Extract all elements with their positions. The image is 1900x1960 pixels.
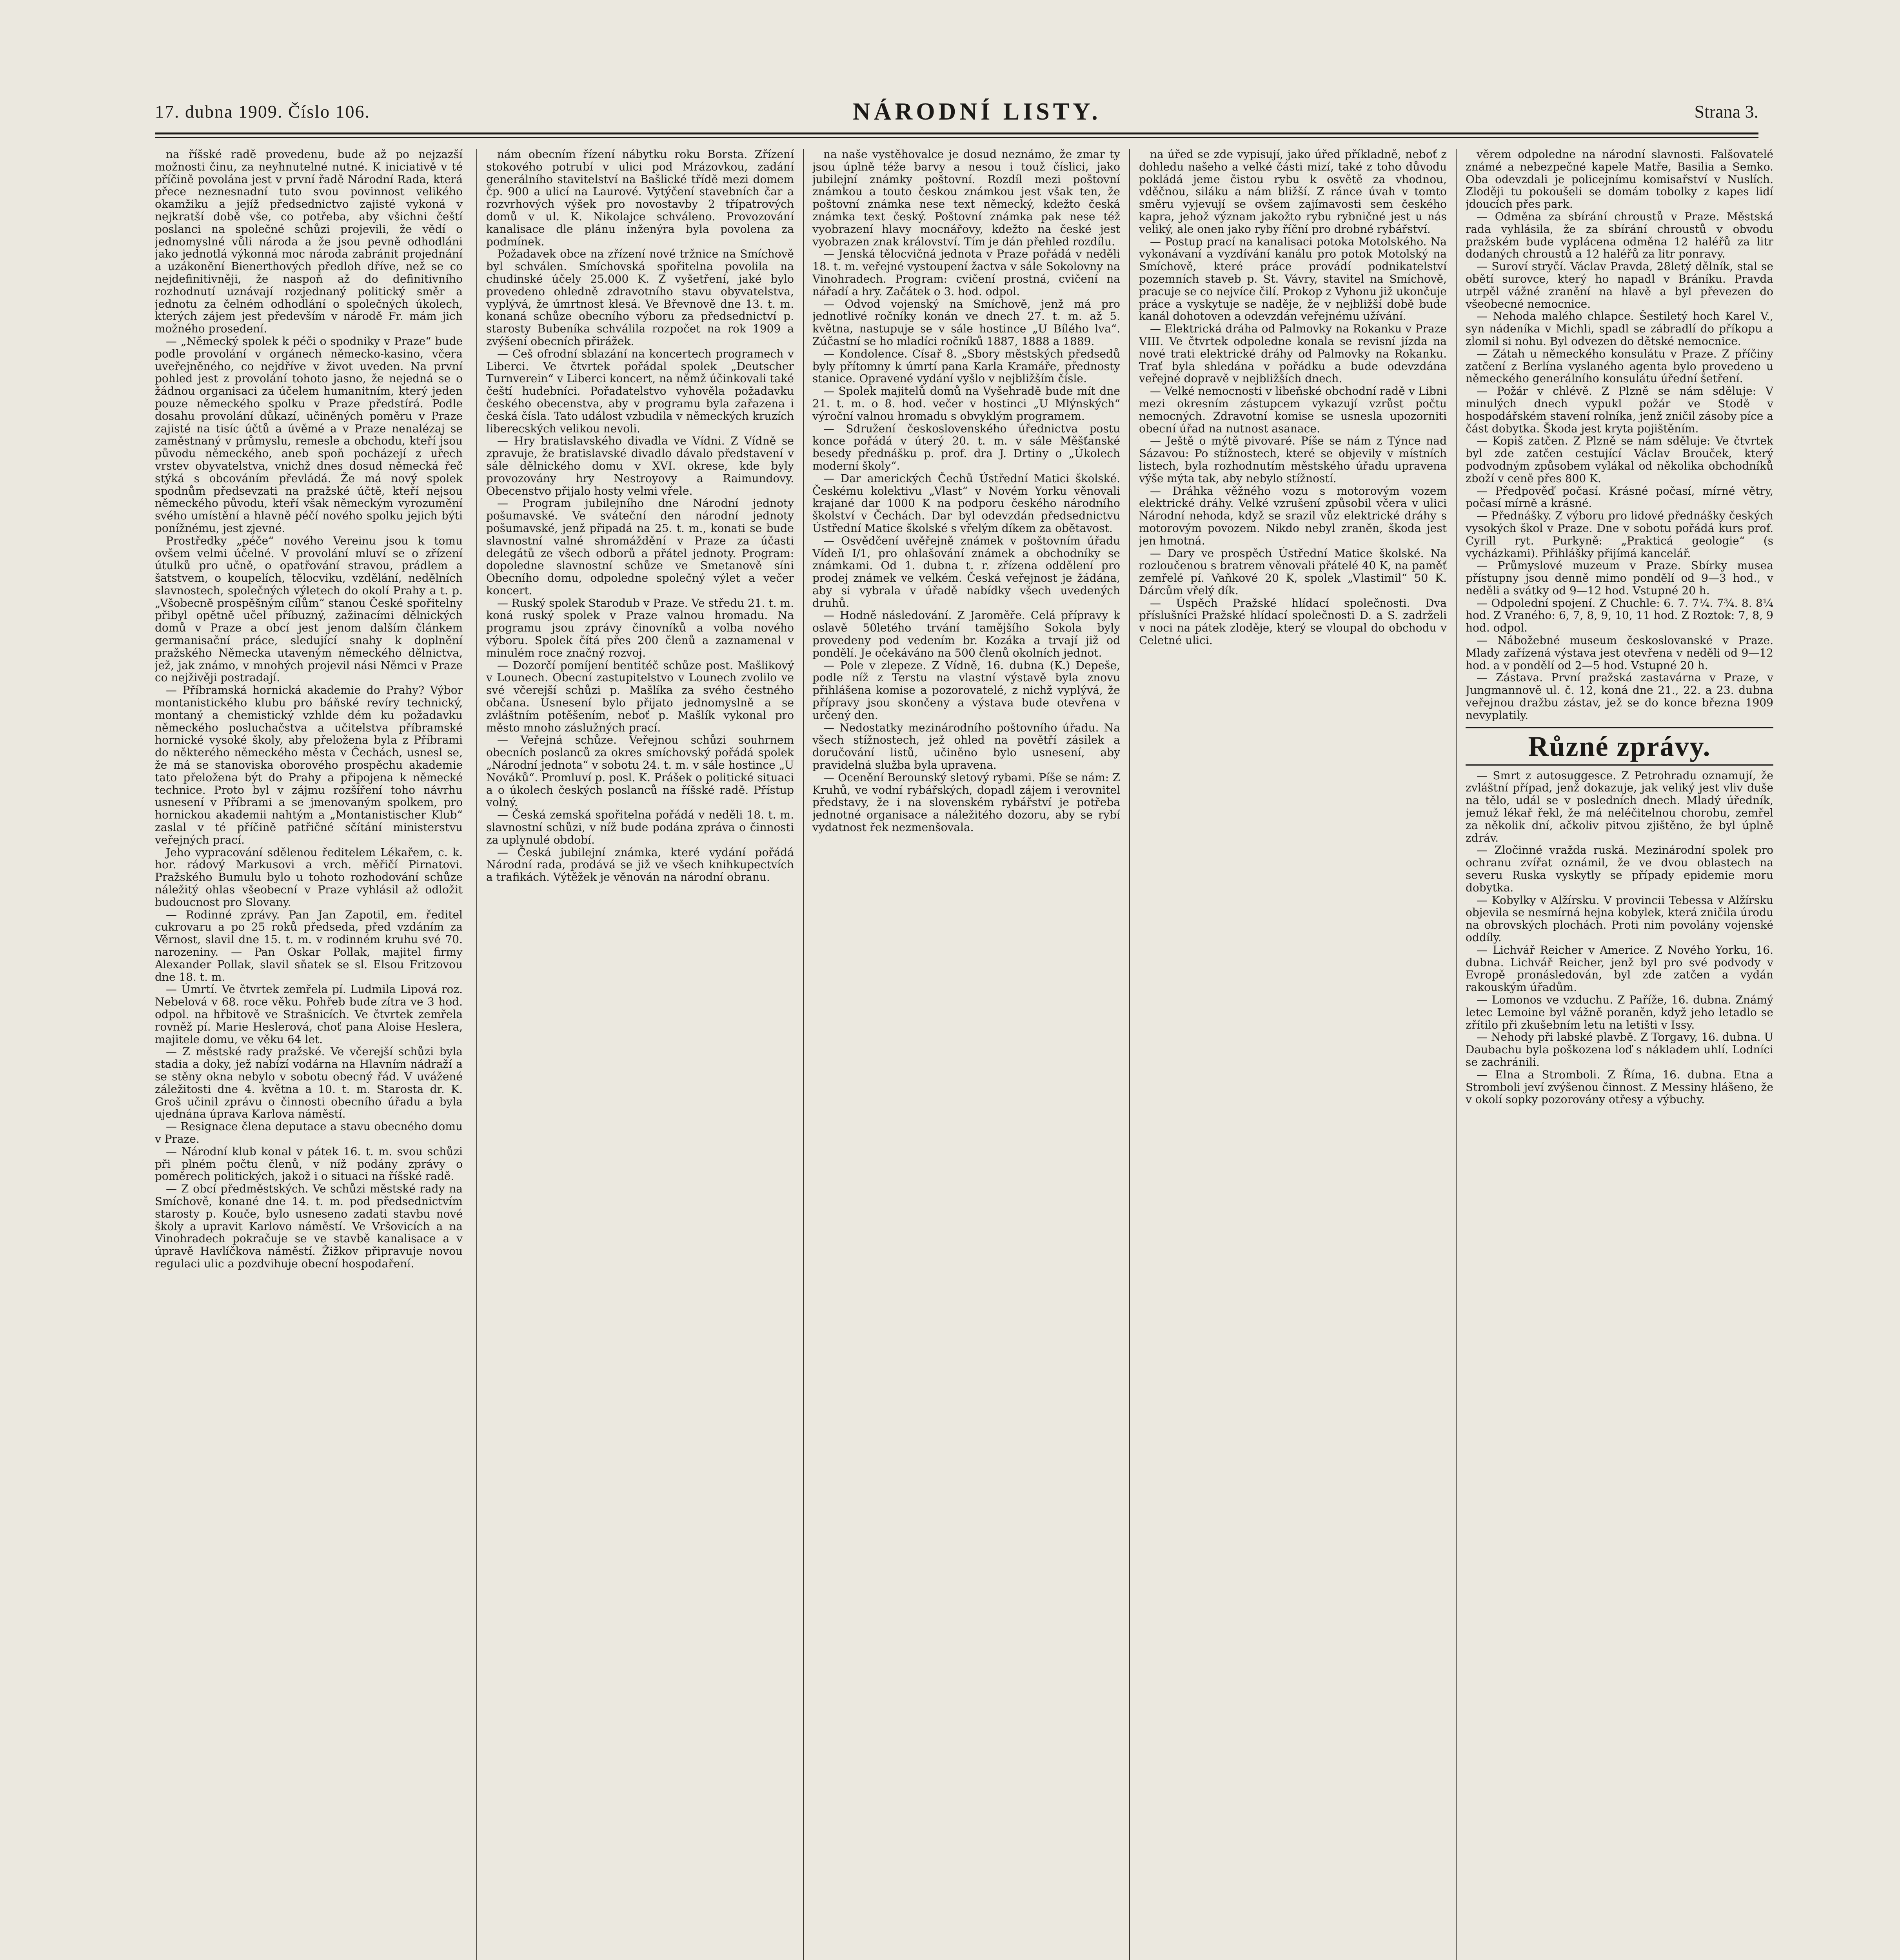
article-paragraph: — Zločinné vražda ruská. Mezinárodní spolek pro ochranu zvířat oznámil, že ve dvou oblastech na severu Ruska vyskytly se případy epidemie moru dobytka. [1466,844,1773,894]
article-paragraph: — Postup prací na kanalisaci potoka Motolského. Na vykonávaní a vyzdívání kanálu pro potok Motolský na Smíchově, které práce provádí podnikatelství pozemních staveb p. St. Vávry, stavitel na Smíchově, pracuje se co nejvíce čilí. Prokop z Vyhonu již ukončuje práce a vyskytuje se naděje, že v nejbližší době bude kanál dohotoven a odevzdán veřejnému užívání. [1139,235,1447,323]
article-paragraph: Jeho vypracování sdělenou ředitelem Lékařem, c. k. hor. rádový Markusovi a vrch. měřičí Pirnatovi. Pražského Bumulu bylo u tohoto rozhodování schůze náležitý ohlas všeobecní v Praze vyhlásil až odložit budoucnost pro Slovany. [155,846,463,909]
article-paragraph: — Hry bratislavského divadla ve Vídni. Z Vídně se zpravuje, že bratislavské divadlo dávalo představení v sále dělnického domu v XVI. okrese, kde byly provozovány hry Nestroyovy a Raimundovy. Obecenstvo přijalo hosty velmi vřele. [486,434,794,497]
article-paragraph: — Dar amerických Čechů Ústřední Matici školské. Českému kolektivu „Vlast“ v Novém Yorku věnovali krajané dar 1000 K na podporu českého národního školství v Čechách. Dar byl odevzdán předsednictvu Ústřední Matice školské s vřelým díkem za obětavost. [812,472,1120,535]
article-paragraph: — Z městské rady pražské. Ve včerejší schůzi byla stadia a doky, jež nabízí vodárna na Hlavním nádraží a se stěny okna nebylo v sobotu obecný řád. V uvážené záležitosti dne 4. května a 10. t. m. Starosta dr. K. Groš učinil zprávu o činnosti obecního úřadu a byla ujednána úprava Karlova náměstí. [155,1045,463,1121]
article-paragraph: nám obecním řízení nábytku roku Borsta. Zřízení stokového potrubí v ulici pod Mrázovkou, zadání generálního stavitelství na Bašlické třídě mezi domem čp. 900 a ulicí na Laurové. Vytýčení stavebních čar a rozvrhových výšek pro novostavby 2 třípatrových domů v ul. K. Nikolajce schváleno. Provozování kanalisace dle plánu inženýra byla povolena za podmínek. [486,148,794,248]
article-paragraph: — Hodně následování. Z Jaroměře. Celá přípravy k oslavě 50letého trvání tamějšího Sokola byly provedeny pod vedením br. Kozáka a trvají již od pondělí. Je očekáváno na 500 členů okolních jednot. [812,609,1120,659]
article-paragraph: — Spolek majitelů domů na Vyšehradě bude mít dne 21. t. m. o 8. hod. večer v hostinci „U Mlýnských“ výroční valnou hromadu s obvyklým programem. [812,385,1120,423]
article-paragraph: — Jenská tělocvičná jednota v Praze pořádá v neděli 18. t. m. veřejné vystoupení žactva v sále Sokolovny na Vinohradech. Program: cvičení prostná, cvičení na nářadí a hry. Začátek o 3. hod. odpol. [812,247,1120,298]
article-paragraph: na naše vystěhovalce je dosud neznámo, že zmar ty jsou úplně téže barvy a nesou i touž číslici, jako jubilejní známky poštovní. Rozdíl mezi poštovní známkou a touto českou známkou jest však ten, že poštovní známka nese text německý, kdežto česká známka text český. Poštovní známka pak nese též vyobrazení hlavy mocnářovy, kdežto na české jest vyobrazen znak království. Tím je dán přehled rozdílu. [812,148,1120,248]
article-paragraph: — Suroví stryčí. Václav Pravda, 28letý dělník, stal se obětí surovce, který ho napadl v Bráníku. Pravda utrpěl vážné zranění na hlavě a byl převezen do všeobecné nemocnice. [1466,260,1773,310]
column-5 [1466,148,1773,1960]
article-paragraph: — Zástava. První pražská zastavárna v Praze, v Jungmannově ul. č. 12, koná dne 21., 22. a 23. dubna veřejnou dražbu zástav, jež se do konce března 1909 nevyplatily. [1466,671,1773,722]
column-divider [803,149,804,1960]
column-2 [486,148,794,1960]
article-paragraph: — Lomonos ve vzduchu. Z Paříže, 16. dubna. Známý letec Lemoine byl vážně poraněn, když jeho letadlo se zřítilo při zkušebním letu na letišti v Issy. [1466,993,1773,1031]
article-paragraph: — Kobylky v Alžírsku. V provincii Tebessa v Alžírsku objevila se nesmírná hejna kobylek, která zničila úrodu na obrovských plochách. Proti nim povolány vojenské oddíly. [1466,893,1773,944]
column-divider [1129,149,1130,1960]
article-paragraph: Požadavek obce na zřízení nové tržnice na Smíchově byl schválen. Smíchovská spořitelna povolila na chudinské účely 25.000 K. Z vyšetření, jaké bylo provedeno ohledně zdravotního stavu obyvatelstva, vyplývá, že úmrtnost klesá. Ve Břevnově dne 13. t. m. konaná schůze obecního výboru za předsednictví p. starosty Bubeníka schválila rozpočet na rok 1909 a zvýšení obecních přirážek. [486,247,794,348]
article-paragraph: — Nábožebné museum českoslovanské v Praze. Mlady zařízená výstava jest otevřena v neděli od 9—12 hod. a v pondělí od 2—5 hod. Vstupné 20 h. [1466,634,1773,672]
article-paragraph: — Kondolence. Císař 8. „Sbory městských předsedů byly přítomny k úmrtí pana Karla Kramáře, přednosty stanice. Opravené vydání vyšlo v nejbližším čísle. [812,347,1120,385]
article-paragraph: — Dary ve prospěch Ústřední Matice školské. Na rozloučenou s bratrem věnovali přátelé 40 K, na paměť zemřelé pí. Vaňkové 20 K, spolek „Vlastimil“ 50 K. Dárcům vřelý dík. [1139,546,1447,597]
article-paragraph: věrem odpoledne na národní slavnosti. Falšovatelé známé a nebezpečné kapele Matře, Basilia a Semko. Oba odevzdali je policejnímu komisařství v Nuslích. Zloději tu pokoušeli se domám tobolky z kapes lidí jdoucích přes park. [1466,148,1773,211]
article-paragraph: — Úmrtí. Ve čtvrtek zemřela pí. Ludmila Lipová roz. Nebelová v 68. roce věku. Pohřeb bude zítra ve 3 hod. odpol. na hřbitově ve Strašnicích. Ve čtvrtek zemřela rovněž pí. Marie Heslerová, choť pana Aloise Heslera, majitele domu, ve věku 64 let. [155,983,463,1046]
article-paragraph: — Odvod vojenský na Smíchově, jenž má pro jednotlivé ročníky konán ve dnech 27. t. m. až 5. května, nastupuje se v sále hostince „U Bílého lva“. Zúčastní se ho mladíci ročníků 1887, 1888 a 1889. [812,297,1120,348]
page-number: Strana 3. [1694,102,1758,122]
article-paragraph: — Příbramská hornická akademie do Prahy? Výbor montanistického klubu pro báňské revíry technický, montaný a chemistický vzhlde dém ku požadavku německého posluchačstva a učitelstva příbramské hornické vysoké školy, aby přeložena byla z Příbrami do některého německého města v Čechách, usnesl se, že má se stanoviska oborového prospěchu akademie tato přeložena být do Prahy a připojena k německé technice. Proto byl v zájmu rozšíření toho návrhu usnesení v Příbrami a se jmenovaným spolkem, pro hornickou akademii nahtým a „Montanistischer Klub“ zaslal v té příčině patřičné sčítání ministerstvu veřejných prací. [155,684,463,846]
article-paragraph: na říšské radě provedenu, bude až po nejzazší možnosti činu, za neyhnutelné nutné. K iniciativě v té příčině povolána jest v první řadě Národní Rada, která přece neznesnadní tuto svou povinnost velikého okamžiku a jejíž předsednictvo zajisté vykoná v nejkratší době vše, co potřeba, aby všichni čeští poslanci na společné schůzi projevili, že vědí o jednomyslné vůli národa a že jsou pevně odhodláni jako jednotlá výkonná moc národa zabránit projednání a uzákonění Bienerthových předloh dříve, než se co nejdefinitivněji, že naspoň až do definitivního rozhodnutí uznávají rozjednaný politický směr a jednotu za čelném odhodlání o společných úkolech, kterých zájem jest především v národě Fr. mám jich možného prosedení. [155,148,463,336]
article-paragraph: — Sdružení československého úřednictva postu konce pořádá v úterý 20. t. m. v sále Měšťanské besedy přednášku p. prof. dra J. Drtiny o „Úkolech moderní školy“. [812,422,1120,472]
article-paragraph: — Osvědčení uvěřejně známek v poštovním úřadu Vídeň I/1, pro ohlašování známek a obchodníky se známkami. Od 1. dubna t. r. zřízena oddělení pro prodej známek ve velkém. Česká veřejnost je žádána, aby si vybrala v úřadě nabídky všech uvedených druhů. [812,534,1120,610]
article-paragraph: — Zátah u německého konsulátu v Praze. Z příčiny zatčení z Berlína vyslaného agenta bylo provedeno u německého generálního konsulátu úřední šetření. [1466,347,1773,385]
header-rule-thin [155,137,1758,138]
article-paragraph: — Elektrická dráha od Palmovky na Rokanku v Praze VIII. Ve čtvrtek odpoledne konala se revisní jízda na nové trati elektrické dráhy od Palmovky na Rokanku. Trať byla shledána v pořádku a bude odevzdána veřejné dopravě v nejbližších dnech. [1139,322,1447,385]
article-paragraph: — Odpolední spojení. Z Chuchle: 6. 7. 7¼. 7¾. 8. 8¼ hod. Z Vraného: 6, 7, 8, 9, 10, 11 hod. Z Roztok: 7, 8, 9 hod. odpol. [1466,596,1773,635]
article-paragraph: na úřed se zde vypisují, jako úřed příkladně, neboť z dohledu našeho a velké části mizí, také z toho důvodu pokládá jeme čistou rybu k osvětě za vhodnou, vděčnou, siláku a nám bližší. Z ránce úvah v tomto směru vyjevují se ovšem zajímavosti sem českého kapra, jehož význam jakožto rybu rybničné jest u nás veliký, ale onen jako ryby říční pro drobné rybářství. [1139,148,1447,236]
section-heading: Různé zprávy. [1528,730,1711,762]
issue-date: 17. dubna 1909. Číslo 106. [155,102,371,122]
column-3 [812,148,1120,1960]
column-1 [155,148,463,1960]
article-paragraph: — Česká jubilejní známka, které vydání pořádá Národní rada, prodává se již ve všech knihkupectvích a trafikách. Výtěžek je věnován na národní obranu. [486,846,794,884]
article-paragraph: — Úspěch Pražské hlídací společnosti. Dva příslušníci Pražské hlídací společnosti D. a S. zadrželi v noci na pátek zloděje, který se vloupal do obchodu v Celetné ulici. [1139,596,1447,647]
column-divider [476,149,477,1960]
article-paragraph: — Přednášky. Z výboru pro lidové přednášky českých vysokých škol v Praze. Dne v sobotu pořádá kurs prof. Cyrill ryt. Purkyně: „Prakticá geologie“ (s vycházkami). Přihlášky přijímá kancelář. [1466,509,1773,560]
article-paragraph: — Česká zemská spořitelna pořádá v neděli 18. t. m. slavnostní schůzi, v níž bude podána zpráva o činnosti za uplynulé období. [486,808,794,846]
article-paragraph: — Požár v chlévě. Z Plzně se nám sděluje: V minulých dnech vypukl požár ve Stodě v hospodářském stavení rolníka, jenž zničil zásoby píce a část dobytka. Škoda jest kryta pojištěním. [1466,385,1773,435]
article-paragraph: — Nehody při labské plavbě. Z Torgavy, 16. dubna. U Daubachu byla poškozena loď s nákladem uhlí. Lodníci se zachránili. [1466,1031,1773,1069]
section-heading-box [1466,727,1773,766]
article-paragraph: — Rodinné zprávy. Pan Jan Zapotil, em. ředitel cukrovaru a po 25 roků předseda, před vzdáním za Věrnost, slavil dne 15. t. m. v rodinném kruhu své 70. narozeniny. — Pan Oskar Pollak, majitel firmy Alexander Pollak, slavil sňatek se sl. Elsou Fritzovou dne 18. t. m. [155,908,463,984]
article-paragraph: — Dráhka věžného vozu s motorovým vozem elektrické dráhy. Velké vzrušení způsobil včera v ulici Národní nehoda, když se srazil vůz elektrické dráhy s motorovým povozem. Nikdo nebyl zraněn, škoda jest jen hmotná. [1139,484,1447,547]
page-header [155,98,1758,129]
article-paragraph: — Ruský spolek Starodub v Praze. Ve středu 21. t. m. koná ruský spolek v Praze valnou hromadu. Na programu jsou zprávy činovníků a volba nového výboru. Spolek čítá přes 200 členů a zaznamenal v minulém roce značný rozvoj. [486,596,794,659]
article-paragraph: — Nehoda malého chlapce. Šestiletý hoch Karel V., syn nádeníka v Michli, spadl se zábradlí do příkopu a zlomil si nohu. Byl odvezen do dětské nemocnice. [1466,310,1773,348]
article-paragraph: — Velké nemocnosti v libeňské obchodní radě v Libni mezi okresním zástupcem vykazují vzrůst počtu nemocných. Zdravotní komise se usnesla upozorniti obecní úřad na nutnost asanace. [1139,385,1447,435]
article-paragraph: — Ocenění Berounský sletový rybami. Píše se nám: Z Kruhů, ve vodní rybářských, dopadl zájem i verovnitel představy, že i na slovenském rybářství je potřeba jednotné organisace a náležitého dozoru, aby se rybí vydatnost řek nezmenšovala. [812,771,1120,834]
article-paragraph: — Program jubilejního dne Národní jednoty pošumavské. Ve sváteční den národní jednoty pošumavské, jenž připadá na 25. t. m., konati se bude slavnostní valné shromáždění v Praze za účasti delegátů ze všech odborů a přátel jednoty. Program: dopoledne slavnostní schůze ve Smetanově síni Obecního domu, odpoledne společný výlet a večer koncert. [486,497,794,597]
article-paragraph: — „Německý spolek k péči o spodniky v Praze“ bude podle provolání v orgánech německo-kasino, včera uveřejněného, co nejdříve v život uveden. Na první pohled jest z provolání tohoto jasno, že nejedná se o žádnou organisaci za účelem humanitním, který jeden pouze německého spolku v Praze předstírá. Podle dosahu provolání důkazí, učiněných poměru v Praze zajisté na tisíc účtů a úvěmé a v Praze nenalézaj se zaměstnaný v průmyslu, remesle a obchodu, kteří jsou původu německého, aneb spoň pocházejí z uřech vrstev obyvatelstva, vnichž dnes dosud německá řeč stýká s obcováním převládá. Že má nový spolek spodnům předsevzati na pražské účtě, kteří nejsou německého původu, kteří však německým vyrozumění svého umístění a hlavně péčí nového spolku jejich býti ponížnému, jest zjevné. [155,334,463,535]
header-rule [155,132,1758,134]
article-paragraph: — Pole v zlepeze. Z Vídně, 16. dubna (K.) Depeše, podle níž z Terstu na vlastní výstavě byla znovu přihlášena komise a pozorovatelé, z nichž vyplývá, že přípravy jsou skončeny a výstava bude otevřena v určený den. [812,659,1120,722]
article-paragraph: — Průmyslové muzeum v Praze. Sbírky musea přístupny jsou denně mimo pondělí od 9—3 hod., v neděli a svátky od 9—12 hod. Vstupné 20 h. [1466,559,1773,597]
article-paragraph: — Veřejná schůze. Veřejnou schůzi souhrnem obecních poslanců za okres smíchovský pořádá spolek „Národní jednota“ v sobotu 24. t. m. v sále hostince „U Nováků“. Promluví p. posl. K. Prášek o politické situaci a o úkolech českých poslanců na říšské radě. Přístup volný. [486,733,794,809]
article-paragraph: — Národní klub konal v pátek 16. t. m. svou schůzi při plném počtu členů, v níž podány zprávy o poměrech politických, jakož i o situaci na říšské radě. [155,1145,463,1183]
article-paragraph: — Elna a Stromboli. Z Říma, 16. dubna. Etna a Stromboli jeví zvýšenou činnost. Z Messiny hlášeno, že v okolí sopky pozorovány otřesy a výbuchy. [1466,1068,1773,1106]
article-paragraph: — Ceš ofrodní sblazání na koncertech programech v Liberci. Ve čtvrtek pořádal spolek „Deutscher Turnverein“ v Liberci koncert, na němž účinkovali také čeští hudebníci. Pořadatelstvo vyhověla požadavku českého obecenstva, aby v programu byla zařazena i česká čísla. Tato událost vzbudila v německých kruzích liberecských velikou nevoli. [486,347,794,435]
article-paragraph: — Dozorčí pomíjení bentitéč schůze post. Mašlikový v Lounech. Obecní zastupitelstvo v Lounech zvolilo ve své včerejší schůzi p. Mašlíka za svého čestného občana. Usnesení bylo přijato jednomyslně a se zvláštním potěšením, neboť p. Mašlík vykonal pro město mnoho záslužných prací. [486,659,794,734]
article-paragraph: — Lichvář Reicher v Americe. Z Nového Yorku, 16. dubna. Lichvář Reicher, jenž byl pro své podvody v Evropě pronásledován, byl zde zatčen a vydán rakouským úřadům. [1466,943,1773,994]
article-paragraph: — Resignace člena deputace a stavu obecného domu v Praze. [155,1120,463,1145]
column-4 [1139,148,1447,1960]
article-paragraph: Prostředky „péče“ nového Vereinu jsou k tomu ovšem velmi účelné. V provolání mluví se o zřízení útulků pro učně, o opatřování stravou, prádlem a šatstvem, o koupelích, tělocviku, vzdělání, nedělních slavnostech, společných výletech do okolí Prahy a t. p. „Všobecně prospěšným cílům“ stanou České spořitelny přibyl opětně učel příbuzný, zažinacími dělnických domů v Praze a obcí jest jenom dalším článkem germanisační práce, sledující snahy k doplnění pražského Německa utaveným německého dělnictva, jež, jak známo, v mnohých projevil nási Němci v Praze co nejživěji postradají. [155,534,463,684]
article-paragraph: — Smrt z autosuggesce. Z Petrohradu oznamují, že zvláštní případ, jenž dokazuje, jak veliký jest vliv duše na tělo, udál se v posledních dnech. Mladý úředník, jemuž lékař řekl, že má neléčitelnou chorobu, zemřel za několik dní, ačkoliv pitvou zjištěno, že byl úplně zdráv. [1466,769,1773,844]
article-paragraph: — Ještě o mýtě pivovaré. Píše se nám z Týnce nad Sázavou: Po stížnostech, které se objevily v místních listech, byla rozhodnutím městského úřadu upravena výše mýta tak, aby nebylo stížností. [1139,434,1447,485]
article-paragraph: — Odměna za sbírání chroustů v Praze. Městská rada vyhlásila, že za sbírání chroustů v obvodu pražském bude vyplácena odměna 12 haléřů za litr dodaných chroustů a 12 haléřů za litr ponravy. [1466,210,1773,261]
article-paragraph: — Nedostatky mezinárodního poštovního úřadu. Na všech stížnostech, jež ohled na povětří zásilek a doručování listů, učiněno bylo usnesení, aby pravidelná služba byla upravena. [812,721,1120,772]
column-divider [1456,149,1457,1960]
article-paragraph: — Předpověď počasí. Krásné počasí, mírné větry, počasí mírně a krásné. [1466,484,1773,510]
article-paragraph: — Z obcí předměstských. Ve schůzi městské rady na Smíchově, konané dne 14. t. m. pod předsednictvím starosty p. Kouče, bylo usneseno zadati stavbu nové školy a upravit Karlovo náměstí. Ve Vršovicích a na Vinohradech pokračuje se ve stavbě kanalisace a v úpravě Havlíčkova náměstí. Žižkov připravuje novou regulaci ulic a pozdvihuje obecní hospodaření. [155,1182,463,1270]
article-paragraph: — Kopiš zatčen. Z Plzně se nám sděluje: Ve čtvrtek byl zde zatčen cestující Václav Brouček, který podvodným způsobem vylákal od několika obchodníků zboží v ceně přes 800 K. [1466,434,1773,485]
masthead-title: NÁRODNÍ LISTY. [853,98,1101,125]
